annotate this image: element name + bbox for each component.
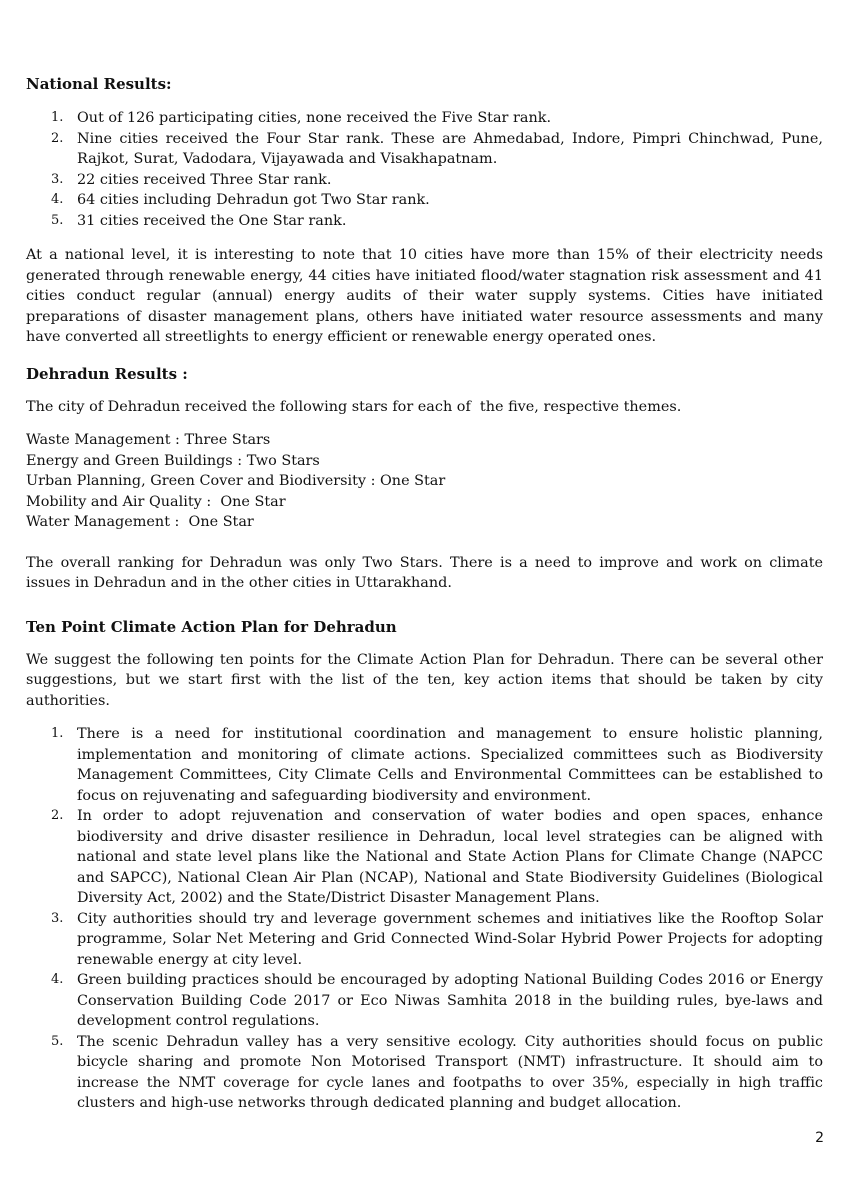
plan-intro: We suggest the following ten points for the Climate Action Plan for Dehradun. There can be several other suggestions, but we start first with the list of the ten, key action items that should be taken by city authorities. — [26, 651, 823, 709]
list-number: 5. — [51, 1033, 64, 1049]
list-number: 4. — [51, 972, 64, 987]
dehradun-theme-stars — [26, 430, 823, 533]
plan-list — [26, 724, 823, 1114]
list-text: Out of 126 participating cities, none received the Five Star rank. — [77, 110, 552, 126]
list-item — [26, 170, 823, 191]
list-item — [26, 724, 823, 806]
list-item — [26, 129, 823, 170]
theme-line: Water Management : One Star — [26, 514, 254, 530]
list-number: 2. — [51, 808, 64, 823]
national-results-list — [26, 108, 823, 231]
list-item — [26, 211, 823, 232]
list-text: 31 cities received the One Star rank. — [77, 212, 347, 229]
list-text: Green building practices should be encouraged by adopting National Building Codes 2016 or Energy Conservation Building Code 2017 or Eco Niwas Samhita 2018 in the building rules, bye-laws and development control regulations. — [77, 972, 823, 1029]
list-text: Nine cities received the Four Star rank. These are Ahmedabad, Indore, Pimpri Chinchwad, Pune, Rajkot, Surat, Vadodara, Vijayawada and Visakhapatnam. — [77, 130, 823, 167]
theme-line: Mobility and Air Quality : One Star — [26, 493, 286, 510]
list-item — [26, 1032, 823, 1114]
list-item — [26, 970, 823, 1032]
list-number: 5. — [51, 212, 64, 228]
list-text: 22 cities received Three Star rank. — [77, 171, 332, 188]
page-number: 2 — [815, 1130, 824, 1146]
list-number: 2. — [51, 130, 64, 146]
list-item — [26, 806, 823, 909]
list-number: 1. — [51, 110, 64, 125]
list-text: The scenic Dehradun valley has a very sensitive ecology. City authorities should focus on public bicycle sharing and promote Non Motorised Transport (NMT) infrastructure. It should aim to increase the NMT coverage for cycle lanes and footpaths to over 35%, especially in high traffic clusters and high-use networks through dedicated planning and budget allocation. — [77, 1033, 823, 1111]
dehradun-results-heading: Dehradun Results : — [26, 364, 188, 383]
document-page — [26, 74, 823, 1114]
national-level-paragraph: At a national level, it is interesting to note that 10 cities have more than 15% of their electricity needs generated through renewable energy, 44 cities have initiated flood/water stagnation risk assessment and 41 cities conduct regular (annual) energy audits of their water supply systems. Cities have initiated preparations of disaster management plans, others have initiated water resource assessments and many have converted all streetlights to energy efficient or renewable energy operated ones. — [26, 247, 823, 345]
list-item — [26, 190, 823, 211]
climate-action-plan-heading: Ten Point Climate Action Plan for Dehradun — [26, 617, 397, 636]
theme-line: Energy and Green Buildings : Two Stars — [26, 452, 320, 469]
overall-ranking-paragraph: The overall ranking for Dehradun was only Two Stars. There is a need to improve and work on climate issues in Dehradun and in the other cities in Uttarakhand. — [26, 554, 823, 591]
list-text: City authorities should try and leverage government schemes and initiatives like the Rooftop Solar programme, Solar Net Metering and Grid Connected Wind-Solar Hybrid Power Projects for adopting renewable energy at city level. — [77, 910, 823, 968]
list-item — [26, 909, 823, 971]
list-text: There is a need for institutional coordination and management to ensure holistic planning, implementation and monitoring of climate actions. Specialized committees such as Biodiversity Management Committees, City Climate Cells and Environmental Committees can be established to focus on rejuvenating and safeguarding biodiversity and environment. — [77, 726, 823, 804]
list-text: In order to adopt rejuvenation and conservation of water bodies and open spaces, enhance biodiversity and drive disaster resilience in Dehradun, local level strategies can be aligned with national and state level plans like the National and State Action Plans for Climate Change (NAPCC and SAPCC), National Clean Air Plan (NCAP), National and State Biodiversity Guidelines (Biological Diversity Act, 2002) and the State/District Disaster Management Plans. — [77, 808, 823, 906]
theme-line: Urban Planning, Green Cover and Biodiversity : One Star — [26, 473, 446, 489]
dehradun-intro: The city of Dehradun received the following stars for each of the five, respective themes. — [26, 398, 682, 415]
list-number: 3. — [51, 910, 64, 926]
list-number: 1. — [51, 726, 64, 741]
theme-line: Waste Management : Three Stars — [26, 432, 271, 448]
list-text: 64 cities including Dehradun got Two Star rank. — [77, 192, 430, 208]
list-item — [26, 108, 823, 129]
list-number: 4. — [51, 192, 64, 207]
national-results-heading: National Results: — [26, 75, 172, 93]
list-number: 3. — [51, 171, 64, 187]
